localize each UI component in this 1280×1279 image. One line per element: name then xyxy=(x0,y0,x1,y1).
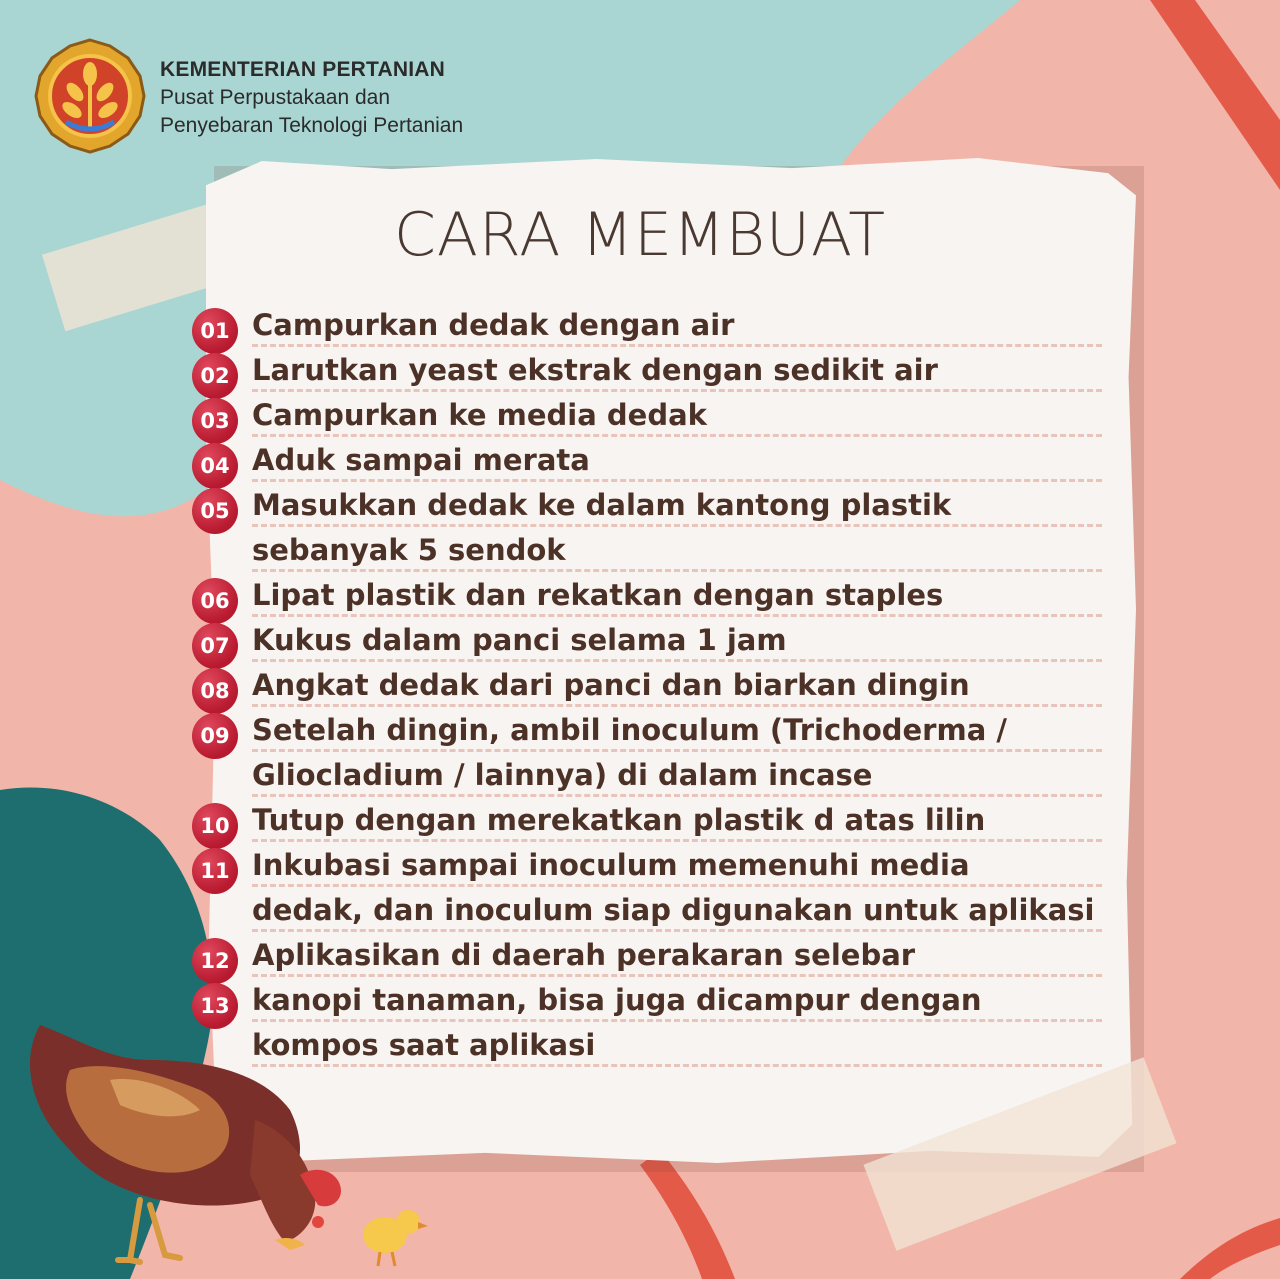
step-text: Masukkan dedak ke dalam kantong plastik xyxy=(252,488,952,522)
step-item xyxy=(190,797,1110,842)
step-line xyxy=(252,842,1102,887)
step-line xyxy=(252,527,1102,572)
step-text: Aduk sampai merata xyxy=(252,443,590,477)
step-text: dedak, dan inoculum siap digunakan untuk aplikasi xyxy=(252,893,1095,927)
step-item xyxy=(190,707,1110,797)
step-text: kompos saat aplikasi xyxy=(252,1028,596,1062)
steps-list xyxy=(190,302,1110,1067)
step-item xyxy=(190,572,1110,617)
chicken-illustration-icon xyxy=(0,1000,460,1279)
step-line xyxy=(252,392,1102,437)
step-number-badge: 09 xyxy=(192,713,238,759)
step-item xyxy=(190,437,1110,482)
step-text: Gliocladium / lainnya) di dalam incase xyxy=(252,758,873,792)
step-line xyxy=(252,347,1102,392)
step-line xyxy=(252,572,1102,617)
step-line xyxy=(252,932,1102,977)
step-text: kanopi tanaman, bisa juga dicampur dengan xyxy=(252,983,982,1017)
step-text: Campurkan ke media dedak xyxy=(252,398,707,432)
step-text: Aplikasikan di daerah perakaran selebar xyxy=(252,938,916,972)
step-text: Tutup dengan merekatkan plastik d atas lilin xyxy=(252,803,986,837)
step-number-badge: 12 xyxy=(192,938,238,984)
step-text: Lipat plastik dan rekatkan dengan staples xyxy=(252,578,944,612)
step-item xyxy=(190,932,1110,977)
step-text: Campurkan dedak dengan air xyxy=(252,308,735,342)
step-line xyxy=(252,617,1102,662)
step-number-badge: 03 xyxy=(192,398,238,444)
step-text: sebanyak 5 sendok xyxy=(252,533,566,567)
organization-subtitle-line1: Pusat Perpustakaan dan xyxy=(160,86,390,109)
page-title: CARA MEMBUAT xyxy=(394,200,886,270)
step-number-badge: 02 xyxy=(192,353,238,399)
step-number-badge: 06 xyxy=(192,578,238,624)
step-item xyxy=(190,347,1110,392)
step-number-badge: 05 xyxy=(192,488,238,534)
step-item xyxy=(190,617,1110,662)
step-item xyxy=(190,842,1110,932)
ministry-emblem-icon xyxy=(30,36,150,156)
step-line xyxy=(252,752,1102,797)
step-text: Kukus dalam panci selama 1 jam xyxy=(252,623,787,657)
step-text: Larutkan yeast ekstrak dengan sedikit air xyxy=(252,353,938,387)
step-line xyxy=(252,662,1102,707)
step-number-badge: 10 xyxy=(192,803,238,849)
step-text: Inkubasi sampai inoculum memenuhi media xyxy=(252,848,970,882)
organization-name: KEMENTERIAN PERTANIAN xyxy=(160,58,445,81)
step-number-badge: 07 xyxy=(192,623,238,669)
step-item xyxy=(190,662,1110,707)
step-line xyxy=(252,887,1102,932)
step-line xyxy=(252,437,1102,482)
step-line xyxy=(252,707,1102,752)
organization-subtitle-line2: Penyebaran Teknologi Pertanian xyxy=(160,114,464,137)
header xyxy=(30,36,550,151)
step-text: Angkat dedak dari panci dan biarkan dingin xyxy=(252,668,970,702)
step-line xyxy=(252,482,1102,527)
step-line xyxy=(252,302,1102,347)
step-line xyxy=(252,797,1102,842)
step-number-badge: 13 xyxy=(192,983,238,1029)
step-number-badge: 01 xyxy=(192,308,238,354)
step-number-badge: 11 xyxy=(192,848,238,894)
step-item xyxy=(190,482,1110,572)
step-item xyxy=(190,392,1110,437)
step-number-badge: 04 xyxy=(192,443,238,489)
step-text: Setelah dingin, ambil inoculum (Trichoderma / xyxy=(252,713,1007,747)
step-number-badge: 08 xyxy=(192,668,238,714)
step-item xyxy=(190,302,1110,347)
